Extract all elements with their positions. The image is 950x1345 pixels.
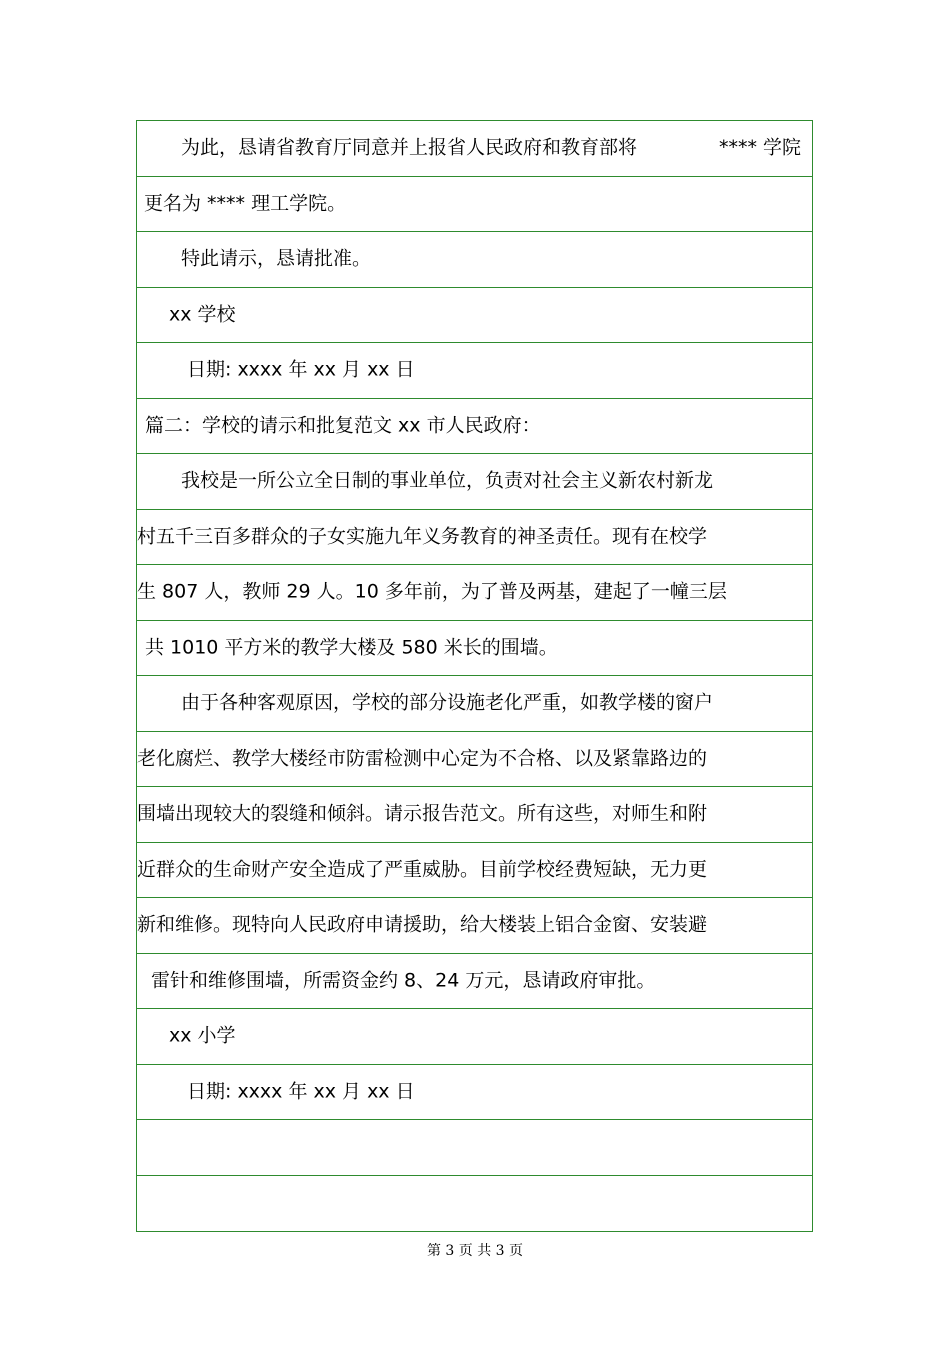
text-line bbox=[137, 1065, 812, 1121]
line-text: 我校是一所公立全日制的事业单位，负责对社会主义新农村新龙 bbox=[181, 469, 714, 492]
line-text: 生 807 人，教师 29 人。10 多年前，为了普及两基，建起了一幢三层 bbox=[137, 580, 727, 603]
text-line bbox=[137, 343, 812, 399]
text-line bbox=[137, 843, 812, 899]
line-text: 围墙出现较大的裂缝和倾斜。请示报告范文。所有这些，对师生和附 bbox=[137, 802, 708, 825]
line-text: 老化腐烂、教学大楼经市防雷检测中心定为不合格、以及紧靠路边的 bbox=[137, 747, 708, 770]
line-text: 更名为 **** 理工学院。 bbox=[144, 192, 347, 215]
line-text: 新和维修。现特向人民政府申请援助，给大楼装上铝合金窗、安装避 bbox=[137, 913, 708, 936]
text-line bbox=[137, 121, 812, 177]
text-line bbox=[137, 787, 812, 843]
line-text: 近群众的生命财产安全造成了严重威胁。目前学校经费短缺，无力更 bbox=[137, 858, 708, 881]
text-line bbox=[137, 1009, 812, 1065]
text-line bbox=[137, 399, 812, 455]
date-line: 日期: xxxx 年 xx 月 xx 日 bbox=[187, 1080, 415, 1103]
date-line: 日期: xxxx 年 xx 月 xx 日 bbox=[187, 358, 415, 381]
text-line bbox=[137, 454, 812, 510]
text-line bbox=[137, 621, 812, 677]
empty-line bbox=[137, 1120, 812, 1176]
document-table bbox=[136, 120, 813, 1232]
line-text: 由于各种客观原因，学校的部分设施老化严重，如教学楼的窗户 bbox=[181, 691, 714, 714]
page-number-footer: 第 3 页 共 3 页 bbox=[426, 1243, 524, 1259]
text-line bbox=[137, 954, 812, 1010]
line-text: **** 学院 bbox=[719, 136, 802, 159]
line-text: 雷针和维修围墙，所需资金约 8、24 万元，恳请政府审批。 bbox=[151, 969, 656, 992]
text-line bbox=[137, 177, 812, 233]
line-text: 共 1010 平方米的教学大楼及 580 米长的围墙。 bbox=[145, 636, 558, 659]
empty-line bbox=[137, 1176, 812, 1232]
text-line bbox=[137, 288, 812, 344]
text-line bbox=[137, 676, 812, 732]
section-heading: 篇二：学校的请示和批复范文 xx 市人民政府： bbox=[145, 414, 541, 437]
signature-school: xx 小学 bbox=[169, 1024, 236, 1047]
line-text: 村五千三百多群众的子女实施九年义务教育的神圣责任。现有在校学 bbox=[137, 525, 708, 548]
text-line bbox=[137, 510, 812, 566]
text-line bbox=[137, 232, 812, 288]
line-text: 特此请示，恳请批准。 bbox=[181, 247, 372, 270]
text-line bbox=[137, 898, 812, 954]
signature-school: xx 学校 bbox=[169, 303, 236, 326]
line-text: 为此，恳请省教育厅同意并上报省人民政府和教育部将 bbox=[181, 136, 638, 159]
text-line bbox=[137, 565, 812, 621]
text-line bbox=[137, 732, 812, 788]
